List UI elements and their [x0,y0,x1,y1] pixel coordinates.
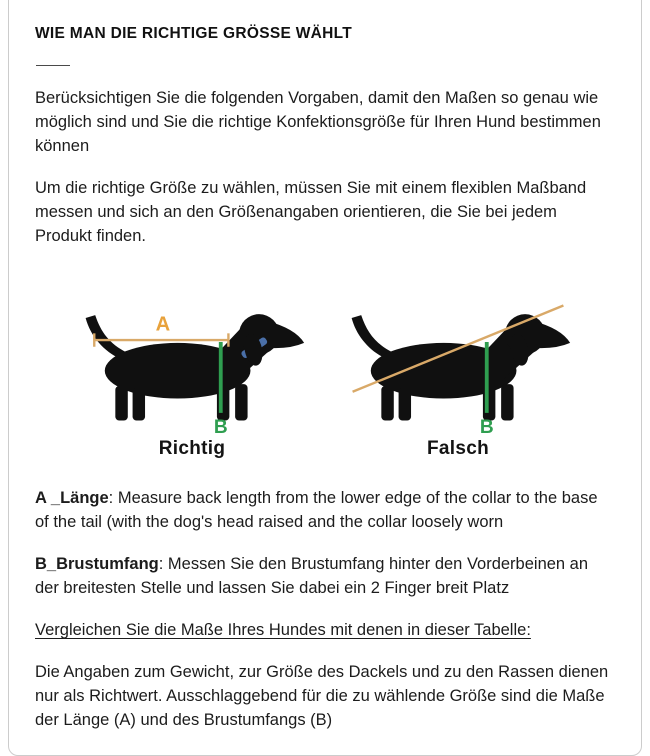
measure-b-description [35,552,615,600]
dog-rear-leg2-icon [399,388,411,421]
dog-silhouette [86,314,305,420]
measure-b-text: : Messen Sie den Brustumfang hinter den Vorderbeinen an der breitesten Stelle und lassen Sie dabei ein 2 Finger breit Platz [35,555,589,597]
measure-a-term: A _Länge [35,489,109,507]
dog-front-leg-icon [217,386,229,421]
dog-rear-leg2-icon [133,388,145,421]
dog-front-leg2-icon [235,384,247,420]
diagram-correct-caption: Richtig [158,438,226,459]
dog-tail-icon [352,315,393,359]
page-title: WIE MAN DIE RICHTIGE GRÖSSE WÄHLT [35,25,353,42]
dog-front-leg2-icon [501,384,513,420]
intro-paragraph-2: Um die richtige Größe zu wählen, müssen Sie mit einem flexiblen Maßband messen und sich an den Größenangaben orientieren, die Sie bei jedem Produkt finden. [35,179,587,245]
measure-a-text: : Measure back length from the lower edge of the collar to the base of the tail (with the dog's head raised and the collar loosely worn [35,489,598,531]
measure-a-description [35,486,615,534]
dog-snout-icon [266,321,304,348]
measure-b-term: B_Brustumfang [35,555,159,573]
dog-diagram-correct-svg [77,292,307,436]
dog-rear-leg-icon [115,386,127,421]
measure-b-label: B [213,417,228,436]
diagram-wrong-caption: Falsch [427,438,489,459]
dog-tail-icon [86,315,127,359]
diagram-correct [77,292,307,460]
measurement-diagrams [35,292,615,460]
note-paragraph: Die Angaben zum Gewicht, zur Größe des Dackels und zu den Rassen dienen nur als Richtwert. Ausschlaggebend für die zu wählende Größe sind die Maße der Länge (A) und des Brustumfangs (B) [35,663,609,729]
dog-front-leg-icon [483,386,495,421]
dog-snout-icon [532,321,570,348]
diagram-wrong [343,292,573,460]
heading-divider [36,65,70,66]
measure-b-label: B [479,417,494,436]
size-guide-card [8,0,642,756]
dog-silhouette [352,314,571,420]
dog-diagram-wrong-svg [343,292,573,436]
dog-rear-leg-icon [381,386,393,421]
intro-paragraph-1: Berücksichtigen Sie die folgenden Vorgaben, damit den Maßen so genau wie möglich sind und Sie die richtige Konfektionsgröße für Ihren Hund bestimmen können [35,89,601,155]
measure-a-label: A [155,313,171,336]
compare-table-line: Vergleichen Sie die Maße Ihres Hundes mit denen in dieser Tabelle: [35,621,531,639]
